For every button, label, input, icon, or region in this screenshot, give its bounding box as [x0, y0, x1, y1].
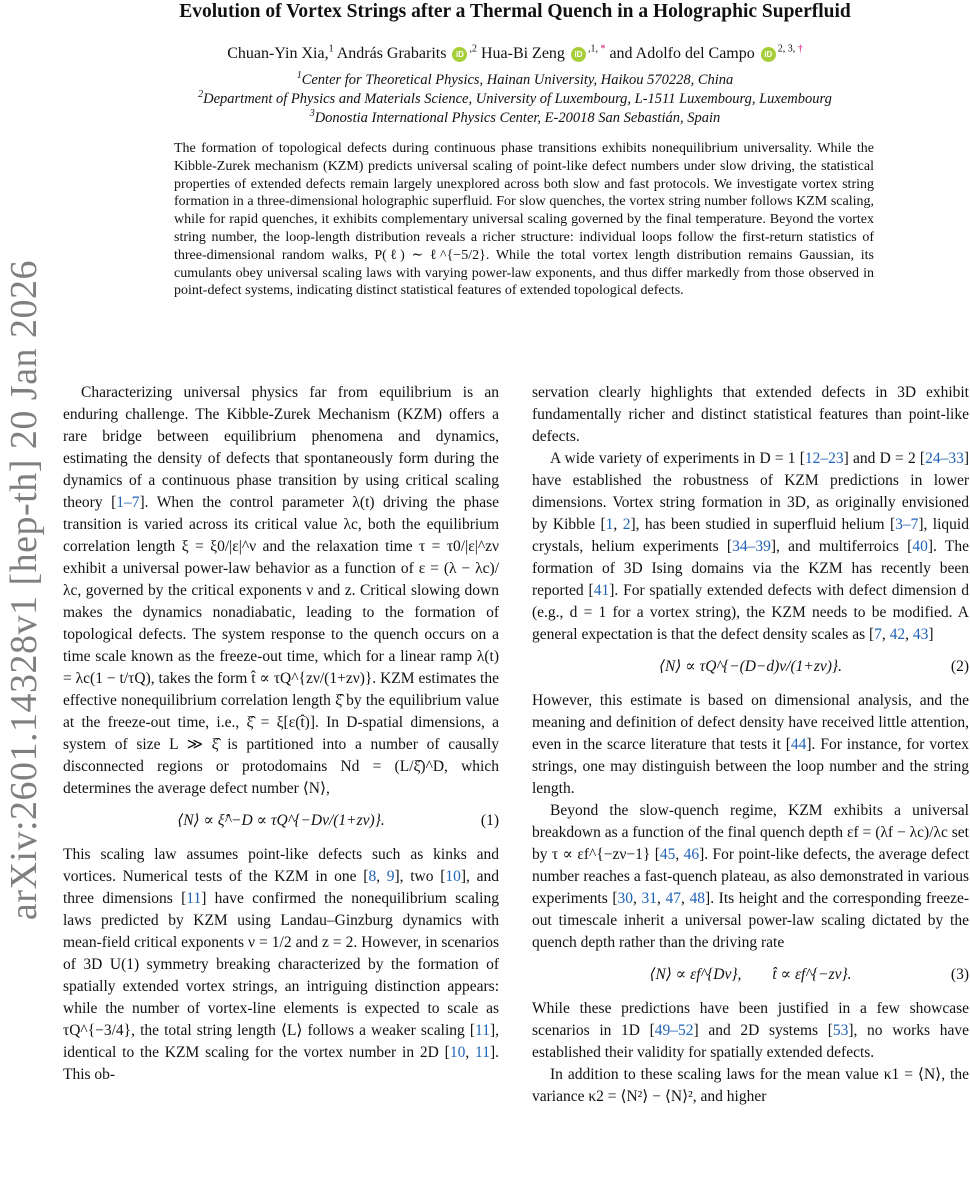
citation-link[interactable]: 24–33 — [925, 450, 964, 467]
paragraph: Beyond the slow-quench regime, KZM exhibits a universal breakdown as a function of the final quench depth εf = (λf − λc)/λc set by τ ∝ εf^{−zν−1} [45, 46]. For point-like defects, the average defect number reaches a fast-quench plateau, as also demonstrated in various experiments [30, 31, 47, 48]. Its height and the corresponding freeze-out timescale inherit a universal power-law scaling dictated by the quench depth rather than the driving rate — [532, 802, 970, 951]
citation-link[interactable]: 44 — [790, 736, 807, 753]
author-4: and Adolfo del Campo — [609, 45, 755, 62]
author-line: Chuan-Yin Xia,$^1$ András Grabarits iD $^{,2}$ Hua-Bi Zeng iD $^{,1, *}$ and Adolfo del Campo iD $^{2, 3, \dagger}$ — [227, 43, 803, 62]
paragraph: In addition to these scaling laws for the mean value κ1 = ⟨N⟩, the variance κ2 = ⟨N²⟩ − ⟨N⟩², and higher — [532, 1066, 969, 1105]
paper-title: Evolution of Vortex Strings after a Thermal Quench in a Holographic Superfluid — [179, 1, 851, 22]
paragraph: servation clearly highlights that extended defects in 3D exhibit fundamentally richer and distinct statistical features than point-like defects. — [532, 384, 969, 445]
equation-2: ⟨N⟩ ∝ τQ^{−(D−d)ν/(1+zν)}. (2) — [532, 646, 969, 690]
orcid-icon[interactable]: iD — [571, 47, 586, 62]
arxiv-id-text: arXiv:2601.14328v1 [hep-th] 20 Jan 2026 — [3, 259, 45, 921]
citation-link[interactable]: 34–39 — [732, 538, 771, 555]
citation-link[interactable]: 12–23 — [804, 450, 844, 467]
citation-link[interactable]: 1–7 — [116, 494, 140, 511]
citation-link[interactable]: 2 — [622, 516, 631, 533]
equation-1: ⟨N⟩ ∝ ξ̂^−D ∝ τQ^{−Dν/(1+zν)}. (1) — [63, 800, 499, 844]
equation-number: (1) — [480, 812, 499, 829]
corresponding-mark[interactable]: * — [600, 43, 606, 55]
equation-3: ⟨N⟩ ∝ εf^{Dν}, t̂ ∝ εf^{−zν}. (3) — [532, 954, 969, 998]
citation-link[interactable]: 43 — [912, 626, 929, 643]
affiliation-2: $^2$Department of Physics and Materials Science, University of Luxembourg, L-1511 Luxembourg, Luxembourg — [198, 89, 832, 107]
citation-link[interactable]: 10 — [449, 1044, 466, 1061]
citation-link[interactable]: 31 — [641, 890, 658, 907]
citation-link[interactable]: 47 — [665, 890, 682, 907]
citation-link[interactable]: 11 — [186, 890, 202, 907]
author-2: András Grabarits — [336, 45, 447, 62]
paragraph: While these predictions have been justified in a few showcase scenarios in 1D [49–52] and 2D systems [53], no works have established their validity for spatially extended defects. — [532, 1000, 969, 1061]
paragraph: This scaling law assumes point-like defects such as kinks and vortices. Numerical tests of the KZM in one [8, 9], two [10], and three dimensions [11] have confirmed the nonequilibrium scaling laws predicted by KZM using Landau–Ginzburg dynamics with mean-field critical exponents ν = 1/2 and z = 2. However, in scenarios of 3D U(1) symmetry breaking characterized by the formation of spatially extended vortex strings, an intriguing distinction appears: while the number of vortex-line elements is expected to scale as τQ^{−3/4}, the total string length ⟨L⟩ follows a weaker scaling [11], identical to the KZM scaling for the vortex number in 2D [10, 11]. This ob- — [63, 846, 500, 1083]
orcid-icon[interactable]: iD — [452, 47, 467, 62]
citation-link[interactable]: 3–7 — [895, 516, 919, 533]
citation-link[interactable]: 45 — [659, 846, 676, 863]
citation-link[interactable]: 8 — [368, 868, 377, 885]
abstract: The formation of topological defects during continuous phase transitions exhibits nonequilibrium universality. While the Kibble-Zurek mechanism (KZM) predicts universal scaling of point-like defect numbers under slow driving, the statistical properties of extended defects remain largely unexplored across both slow and fast protocols. We investigate vortex string formation in a three-dimensional holographic superfluid. For slow quenches, the vortex string number follows KZM scaling, while for rapid quenches, it exhibits complementary universal scaling governed by the final temperature. Beyond the vortex string number, the loop-length distribution reveals a richer structure: individual loops follow the first-return statistics of three-dimensional random walks, P(ℓ) ∼ ℓ^{−5/2}. While the total vortex length distribution remains Gaussian, its cumulants obey universal scaling laws with varying power-law exponents, and thus differ markedly from those observed in point-defect systems, indicating distinct statistical features of extended topological defects. — [174, 141, 874, 299]
citation-link[interactable]: 30 — [617, 890, 634, 907]
arxiv-margin-identifier — [2, 259, 46, 921]
citation-link[interactable]: 42 — [889, 626, 906, 643]
paragraph: Characterizing universal physics far from equilibrium is an enduring challenge. The Kibble-Zurek Mechanism (KZM) offers a rare bridge between equilibrium phenomena and dynamics, estimating the density of defects that spontaneously form during the dynamics of a continuous phase transition by using critical scaling theory [1–7]. When the control parameter λ(t) driving the phase transition is varied across its critical value λc, both the equilibrium correlation length ξ = ξ0/|ε|^ν and the relaxation time τ = τ0/|ε|^zν exhibit a universal power-law behavior as a function of ε = (λ − λc)/λc, governed by the critical exponents ν and z. Critical slowing down makes the dynamics nonadiabatic, leading to the formation of topological defects. The system response to the quench occurs on a time scale known as the freeze-out time, which for a linear ramp λ(t) = λc(1 − t/τQ), takes the form t̂ ∝ τQ^{zν/(1+zν)}. KZM estimates the effective nonequilibrium correlation length ξ̂ by the equilibrium value at the freeze-out time, i.e., ξ̂ = ξ[ε(t̂)]. In D-spatial dimensions, a system of size L ≫ ξ̂ is partitioned into a number of causally disconnected regions or protodomains Nd = (L/ξ̂)^D, which determines the average defect number ⟨N⟩, — [63, 384, 499, 797]
corresponding-mark[interactable]: † — [797, 43, 803, 55]
left-column — [63, 382, 499, 1086]
paragraph: A wide variety of experiments in D = 1 [12–23] and D = 2 [24–33] have established the robustness of KZM predictions in lower dimensions. Vortex string formation in 3D, as originally envisioned by Kibble [1, 2], has been studied in superfluid helium [3–7], liquid crystals, helium experiments [34–39], and multiferroics [40]. The formation of 3D Ising domains via the KZM has recently been reported [41]. For spatially extended defects with defect dimension d (e.g., d = 1 for a vortex string), the KZM needs to be modified. A general expectation is that the defect density scales as [7, 42, 43] — [532, 450, 970, 643]
citation-link[interactable]: 49–52 — [654, 1022, 694, 1039]
affiliation-3: $^3$Donostia International Physics Center, E-20018 San Sebastián, Spain — [309, 108, 721, 126]
citation-link[interactable]: 53 — [832, 1022, 849, 1039]
citation-link[interactable]: 40 — [912, 538, 928, 555]
citation-link[interactable]: 9 — [386, 868, 395, 885]
citation-link[interactable]: 7 — [874, 626, 882, 643]
equation-number: (3) — [950, 966, 969, 983]
citation-link[interactable]: 41 — [593, 582, 610, 599]
citation-link[interactable]: 10 — [445, 868, 461, 885]
orcid-icon[interactable]: iD — [761, 47, 776, 62]
right-column — [532, 382, 969, 1108]
citation-link[interactable]: 11 — [475, 1044, 490, 1061]
citation-link[interactable]: 11 — [475, 1022, 490, 1039]
citation-link[interactable]: 1 — [605, 516, 614, 533]
author-1: Chuan-Yin Xia, — [227, 45, 329, 62]
citation-link[interactable]: 46 — [683, 846, 700, 863]
citation-link[interactable]: 48 — [689, 890, 706, 907]
paragraph: However, this estimate is based on dimensional analysis, and the meaning and definition of defect density have received little attention, even in the scarce literature that tests it [44]. For instance, for vortex strings, one may distinguish between the loop number and the string length. — [532, 692, 969, 797]
author-3: Hua-Bi Zeng — [480, 45, 565, 62]
affiliation-1: $^1$Center for Theoretical Physics, Hainan University, Haikou 570228, China — [296, 70, 734, 88]
equation-number: (2) — [950, 658, 969, 675]
